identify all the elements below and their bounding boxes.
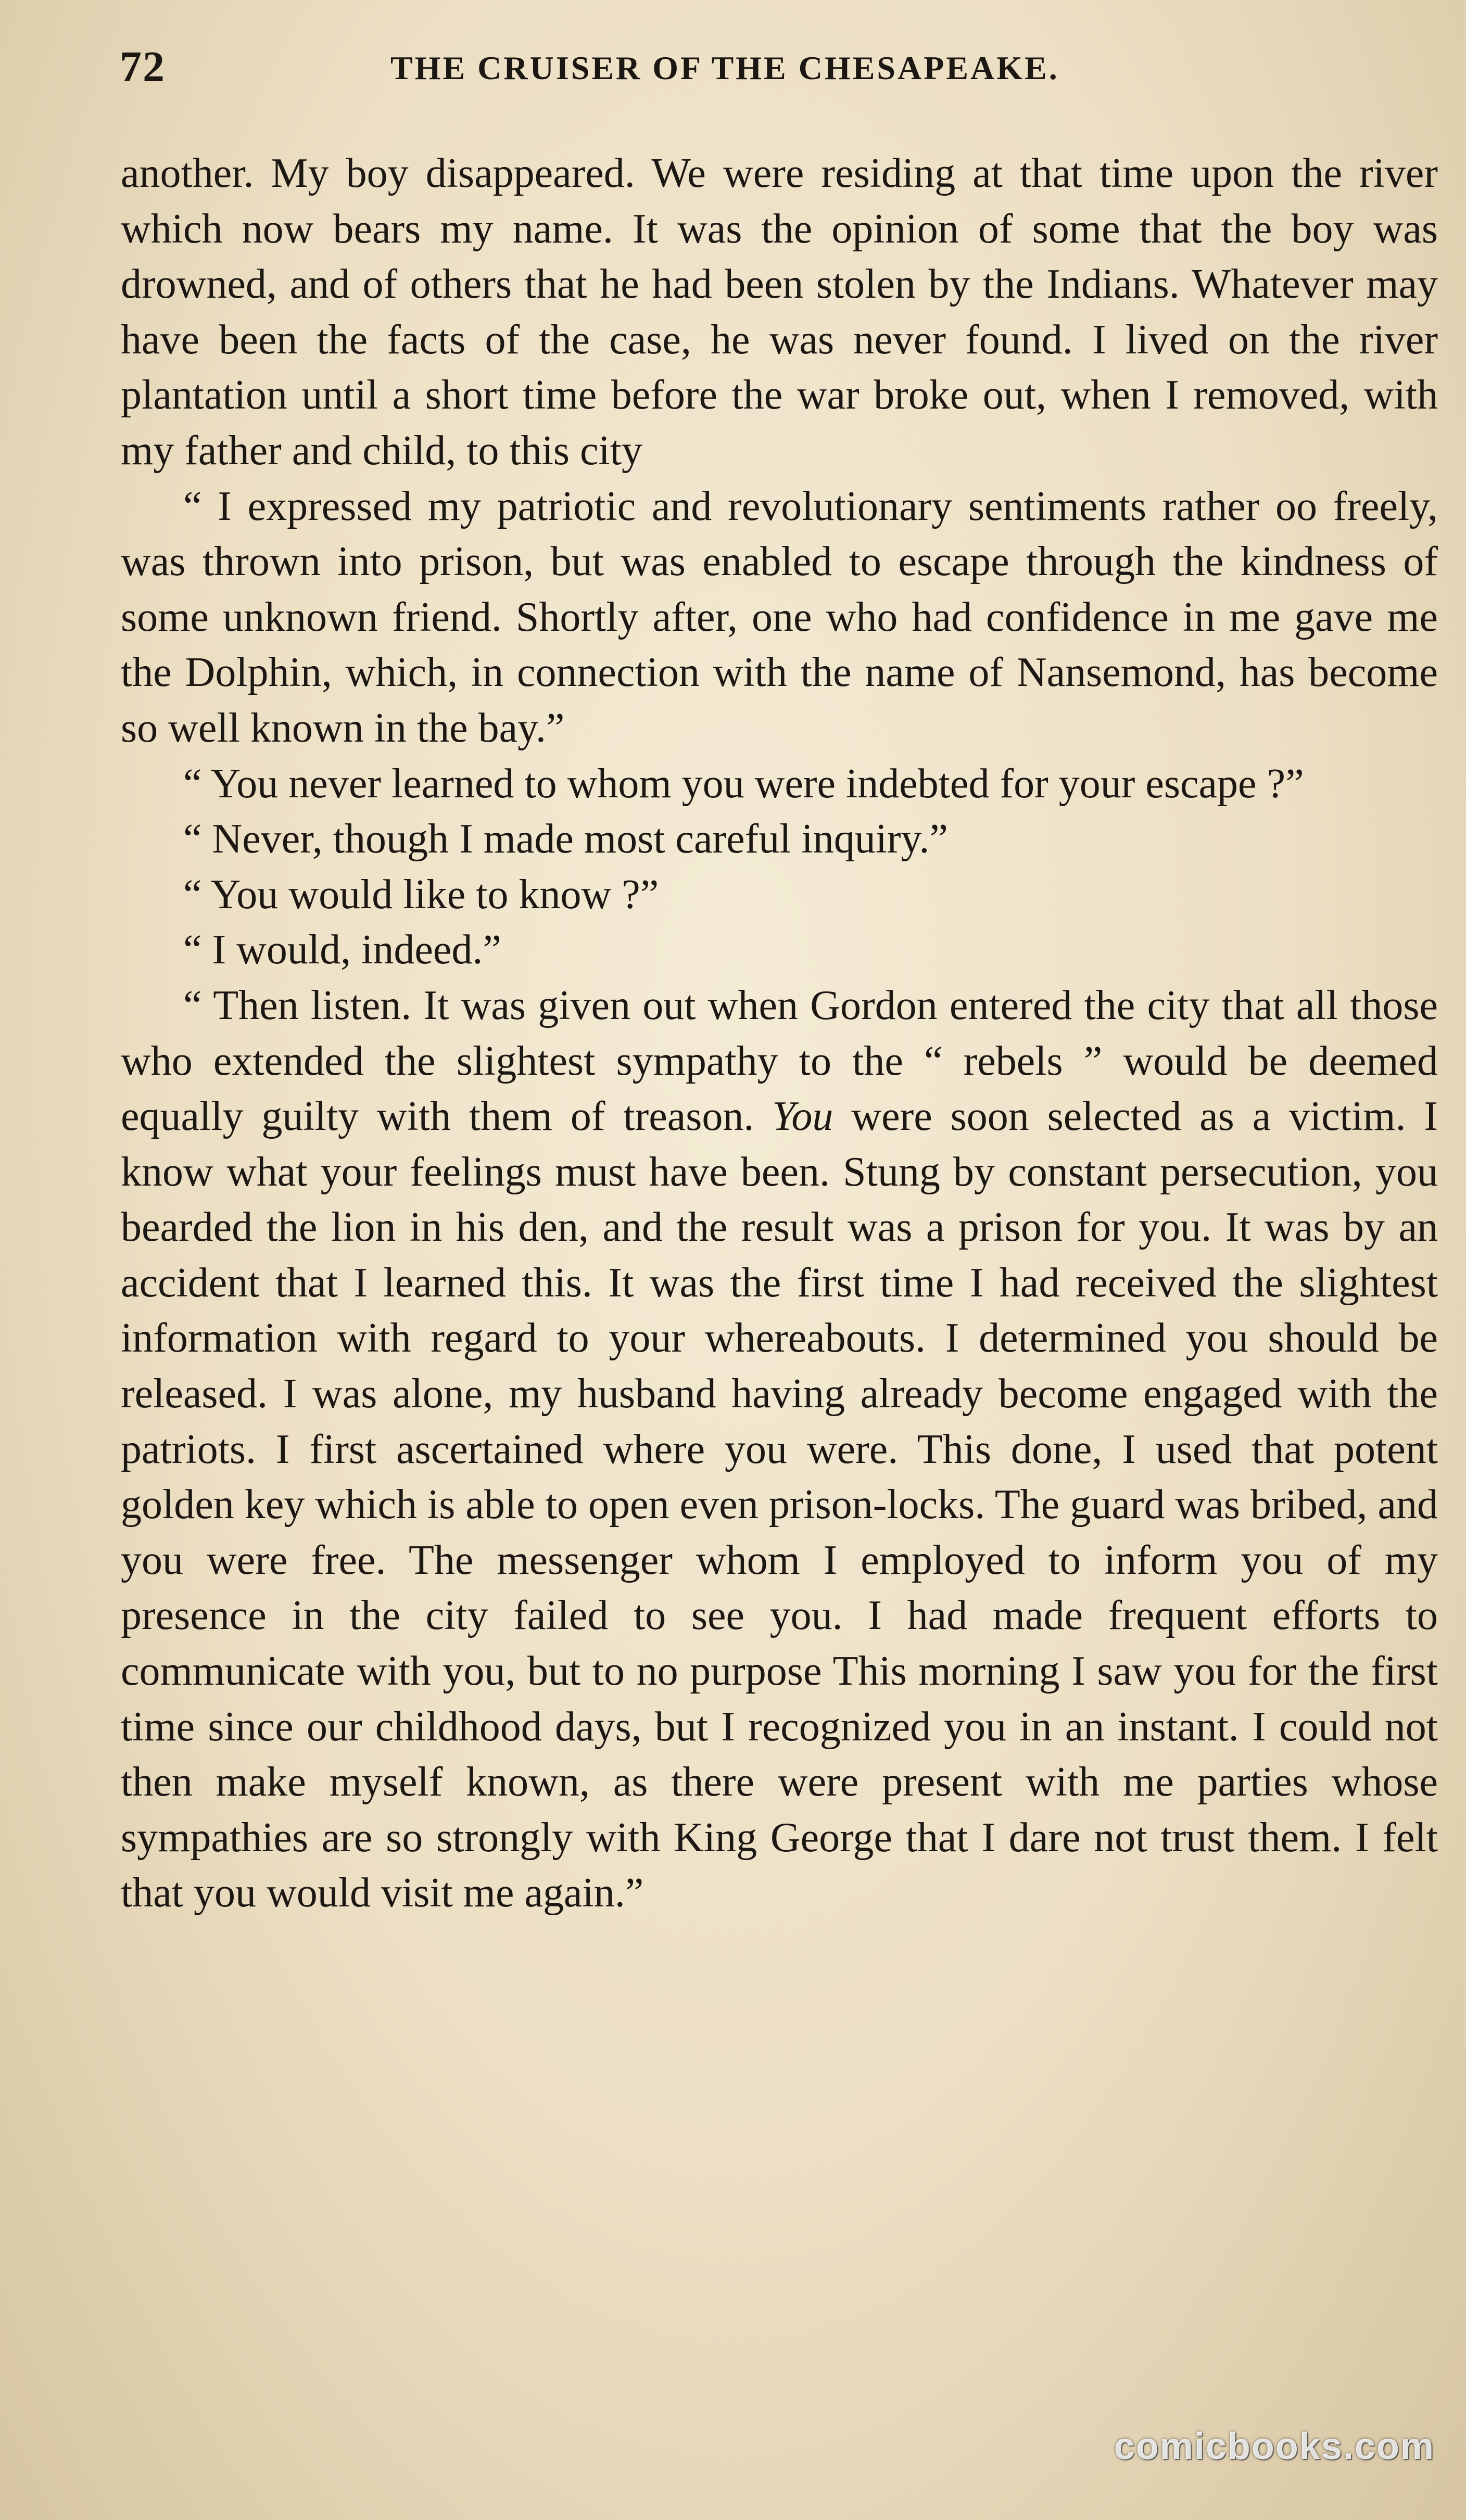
paragraph: “ You never learned to whom you were indebted for your escape ?” <box>183 760 1304 807</box>
speech-text-part-1: “ Then listen. It was given out when Gordon entered the city that all those who extended the slightest sympathy to the “ rebels ” would be deemed equally guilty with them of treason. <box>121 982 1438 1140</box>
body-text <box>121 146 1438 1921</box>
paragraph-long-speech <box>121 978 1438 1921</box>
emphasized-word: You <box>772 1093 833 1140</box>
paragraph-continued: another. My boy disappeared. We were residing at that time upon the river which now bears my name. It was the opinion of some that the boy was drowned, and of others that he had been stolen by the Indians. Whatever may have been the facts of the case, he was never found. I lived on the river plantation until a short time before the war broke out, when I removed, with my father and child, to this city <box>121 150 1438 474</box>
paragraph: “ I expressed my patriotic and revolutionary sentiments rather oo freely, was thrown into prison, but was enabled to escape through the kindness of some unknown friend. Shortly after, one who had confidence in me gave me the Dolphin, which, in connection with the name of Nansemond, has become so well known in the bay.” <box>121 483 1438 751</box>
page-number: 72 <box>120 43 166 91</box>
paragraph: “ You would like to know ?” <box>183 871 659 918</box>
speech-text-part-2: were soon selected as a victim. I know what your feelings must have been. Stung by constant persecution, you bearded the lion in his den, and the result was a prison for you. It was by an accident that I learned this. It was the first time I had received the slightest information with regard to your whereabouts. I determined you should be released. I was alone, my husband having already become engaged with the patriots. I first ascertained where you were. This done, I used that potent golden key which is able to open even prison-locks. The guard was bribed, and you were free. The messenger whom I employed to inform you of my presence in the city failed to see you. I had made frequent efforts to communicate with you, but to no purpose This morning I saw you for the first time since our childhood days, but I recognized you in an instant. I could not then make myself known, as there were present with me parties whose sympathies are so strongly with King George that I dare not trust them. I felt that you would visit me again.” <box>121 1093 1438 1916</box>
running-head: THE CRUISER OF THE CHESAPEAKE. <box>390 49 1059 86</box>
paragraph: “ I would, indeed.” <box>183 927 501 973</box>
page-header <box>120 36 1435 104</box>
watermark: comicbooks.com <box>1114 2426 1435 2467</box>
paragraph: “ Never, though I made most careful inquiry.” <box>183 816 948 862</box>
